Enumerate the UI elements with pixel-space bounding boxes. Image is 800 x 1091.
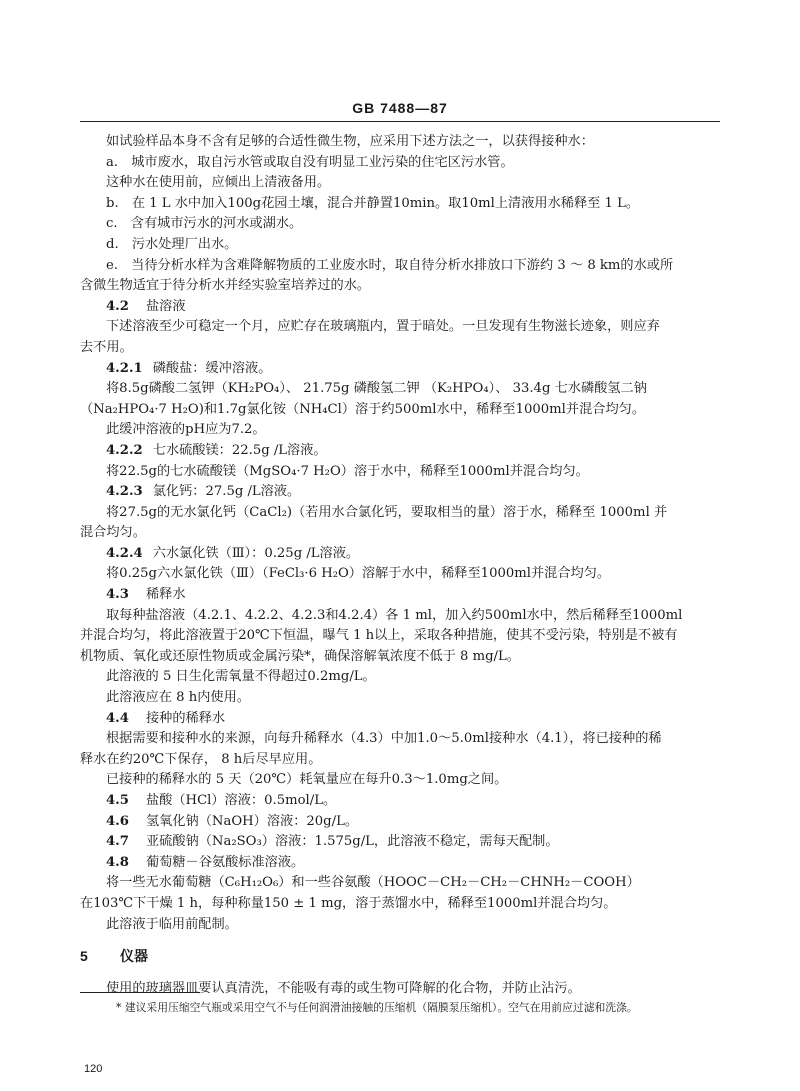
section-title: 亚硫酸钠（Na₂SO₃）溶液：1.575g/L，此溶液不稳定，需每天配制。: [146, 834, 559, 850]
section-number: 4.6: [106, 813, 129, 829]
section-title: 氯化钙：27.5g /L溶液。: [152, 484, 301, 500]
list-item: d. 污水处理厂出水。: [106, 236, 238, 252]
header-rule: [80, 121, 720, 122]
paragraph: 使用的玻璃器皿要认真清洗，不能吸有毒的或生物可降解的化合物，并防止沾污。: [106, 980, 581, 996]
section-number: 4.2.1: [106, 360, 143, 376]
section-heading: [80, 441, 720, 462]
section-heading: [80, 832, 720, 853]
list-item: b. 在 1 L 水中加入100g花园土壤，混合并静置10min。取10ml上清液用水稀释至 1 L。: [106, 195, 640, 211]
section-title: 磷酸盐：缓冲溶液。: [152, 360, 272, 376]
paragraph: 此溶液于临用前配制。: [106, 916, 238, 932]
spacer: [80, 968, 720, 979]
section-number: 4.8: [106, 854, 129, 870]
section-heading: [80, 359, 720, 380]
section-number: 4.2.2: [106, 442, 143, 458]
paragraph: 将0.25g六水氯化铁（Ⅲ）（FeCl₃·6 H₂O）溶解于水中，稀释至1000ml并混合均匀。: [106, 566, 611, 582]
footnote: * 建议采用压缩空气瓶或采用空气不与任何润滑油接触的压缩机（隔膜泵压缩机）。空气在用前应过滤和洗涤。: [116, 1001, 638, 1014]
section-title: 接种的稀释水: [146, 710, 226, 726]
paragraph: 如试验样品本身不含有足够的合适性微生物，应采用下述方法之一，以获得接种水：: [106, 134, 594, 149]
section-heading: [80, 482, 720, 503]
section-heading: [80, 297, 720, 318]
paragraph: 此溶液应在 8 h内使用。: [106, 690, 250, 706]
paragraph: 下述溶液至少可稳定一个月，应贮存在玻璃瓶内，置于暗处。一旦发现有生物滋长迹象，则应弃: [106, 319, 660, 335]
section-number: 4.7: [106, 834, 129, 850]
section-heading: [80, 585, 720, 606]
section-heading: [80, 544, 720, 565]
paragraph: 这种水在使用前，应倾出上清液备用。: [106, 175, 331, 191]
section-title: 六水氯化铁（Ⅲ）：0.25g /L溶液。: [152, 545, 360, 561]
section-number: 4.2: [106, 298, 129, 314]
paragraph: 混合均匀。: [80, 525, 146, 541]
section-title: 氢氧化钠（NaOH）溶液：20g/L。: [146, 813, 359, 829]
section-title: 稀释水: [146, 587, 186, 603]
paragraph: 取每种盐溶液（4.2.1、4.2.2、4.2.3和4.2.4）各 1 ml，加入约500ml水中，然后稀释至1000ml: [106, 607, 683, 623]
paragraph: 释水在约20℃下保存， 8 h后尽早应用。: [80, 751, 322, 767]
list-item: c. 含有城市污水的河水或湖水。: [106, 216, 303, 232]
list-item: e. 当待分析水样为含难降解物质的工业废水时，取自待分析水排放口下游约 3 ～ 8 km的水或所: [106, 257, 674, 273]
list-item: a. 城市废水，取自污水管或取自没有明显工业污染的住宅区污水管。: [106, 154, 514, 170]
section-number: 4.4: [106, 710, 129, 726]
paragraph: 此缓冲溶液的pH应为7.2。: [106, 422, 266, 438]
spacer: [80, 935, 720, 946]
standard-header: GB 7488—87: [352, 100, 448, 116]
section-title: 盐溶液: [146, 298, 186, 314]
section-heading: [80, 853, 720, 874]
section-number: 4.2.3: [106, 484, 143, 500]
section-heading: [80, 791, 720, 812]
section-title: 七水硫酸镁：22.5g /L溶液。: [152, 442, 327, 458]
paragraph: 机物质、氧化或还原性物质或金属污染*，确保溶解氧浓度不低于 8 mg/L。: [80, 648, 520, 664]
section-number: 4.2.4: [106, 545, 143, 561]
paragraph: 此溶液的 5 日生化需氧量不得超过0.2mg/L。: [106, 669, 376, 685]
section-number: 5: [80, 948, 88, 965]
paragraph: 并混合均匀，将此溶液置于20℃下恒温，曝气 1 h以上，采取各种措施，使其不受污染，特别是不被有: [80, 628, 678, 644]
paragraph: 已接种的稀释水的 5 天（20℃）耗氧量应在每升0.3～1.0mg之间。: [106, 772, 508, 788]
paragraph: 将27.5g的无水氯化钙（CaCl₂)（若用水合氯化钙，要取相当的量）溶于水，稀释至 1000ml 并: [106, 504, 668, 520]
document-body: [80, 132, 720, 999]
paragraph: 将一些无水葡萄糖（C₆H₁₂O₆）和一些谷氨酸（HOOC－CH₂－CH₂－CHNH₂－COOH）: [106, 875, 640, 891]
page-number: 120: [84, 1063, 103, 1075]
section-title: 仪器: [120, 948, 148, 965]
section-heading: [80, 709, 720, 730]
paragraph: （Na₂HPO₄·7 H₂O)和1.7g氯化铵（NH₄Cl）溶于约500ml水中，稀释至1000ml并混合均匀。: [80, 401, 646, 417]
section-number: 4.3: [106, 587, 129, 603]
footnote-rule: [80, 992, 200, 993]
paragraph: 将8.5g磷酸二氢钾（KH₂PO₄）、 21.75g 磷酸氢二钾 （K₂HPO₄）、 33.4g 七水磷酸氢二钠: [106, 381, 647, 397]
section-title: 葡萄糖－谷氨酸标准溶液。: [146, 854, 305, 870]
paragraph: 在103℃下干燥 1 h，每种称量150 ± 1 mg，溶于蒸馏水中，稀释至1000ml并混合均匀。: [80, 895, 617, 911]
paragraph: 根据需要和接种水的来源，向每升稀释水（4.3）中加1.0～5.0ml接种水（4.1），将已接种的稀: [106, 731, 662, 747]
paragraph: 去不用。: [80, 339, 133, 355]
section-number: 4.5: [106, 793, 129, 808]
section-heading: [80, 812, 720, 833]
section-heading: [80, 946, 720, 968]
paragraph: 将22.5g的七水硫酸镁（MgSO₄·7 H₂O）溶于水中，稀释至1000ml并混合均匀。: [106, 463, 589, 479]
section-title: 盐酸（HCl）溶液：0.5mol/L。: [146, 793, 337, 808]
paragraph: 含微生物适宜于待分析水并经实验室培养过的水。: [80, 278, 371, 294]
